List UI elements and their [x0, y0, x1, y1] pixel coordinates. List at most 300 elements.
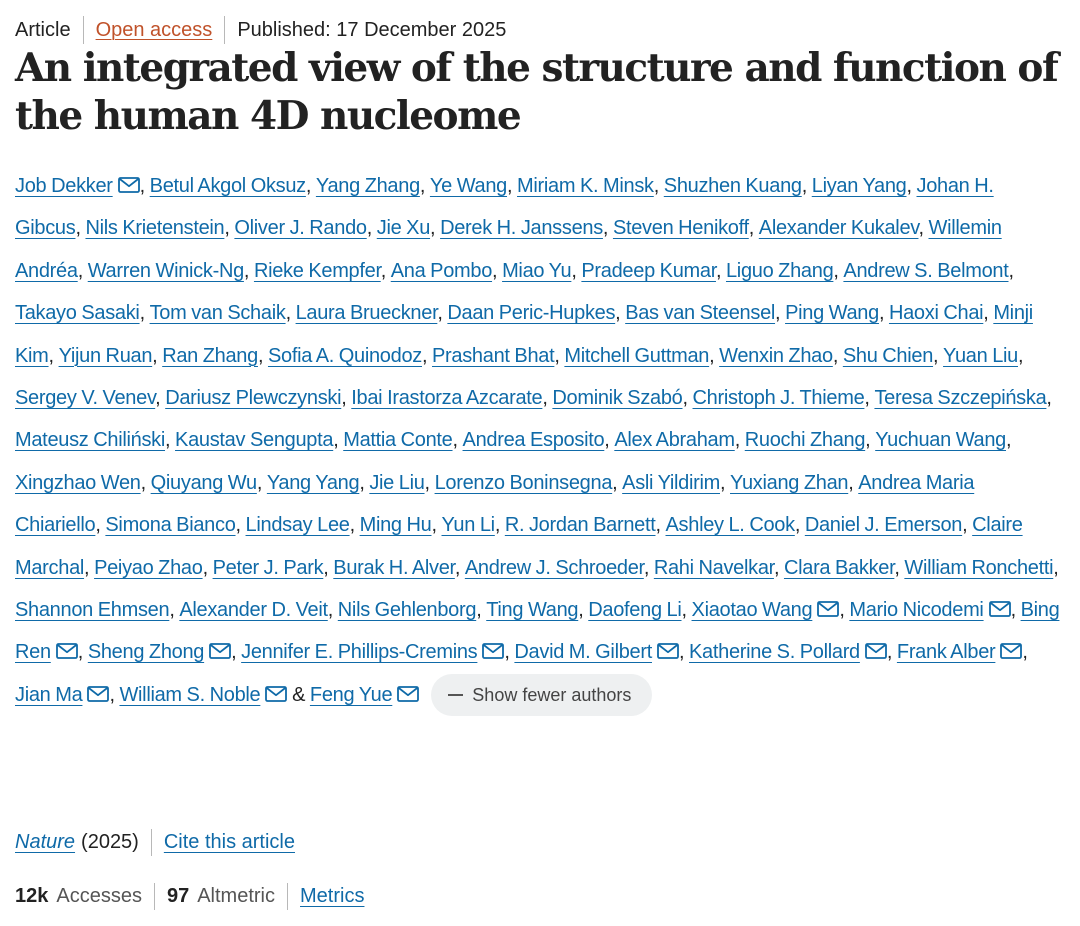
open-access-link[interactable]: Open access — [95, 18, 213, 41]
author-item — [517, 175, 664, 197]
author-item — [15, 429, 175, 451]
author-separator: , — [333, 429, 344, 452]
author-item — [213, 557, 334, 579]
author-separator: , — [612, 471, 623, 494]
author-item — [897, 641, 1028, 663]
author-item — [369, 472, 434, 494]
author-link[interactable]: Mattia Conte — [343, 429, 453, 452]
author-separator: , — [494, 514, 505, 537]
author-item — [784, 557, 904, 579]
author-separator: , — [285, 302, 296, 325]
author-item — [246, 514, 360, 536]
author-link[interactable]: Simona Bianco — [105, 514, 236, 537]
author-item — [693, 387, 875, 409]
author-item — [234, 217, 376, 239]
author-item — [88, 260, 254, 282]
author-link[interactable]: Daniel J. Emerson — [804, 514, 963, 537]
author-item — [310, 684, 419, 706]
author-separator: , — [1010, 599, 1021, 622]
author-item — [338, 599, 486, 621]
author-link[interactable]: Derek H. Janssens — [440, 217, 603, 240]
author-item — [625, 302, 785, 324]
author-item — [85, 217, 234, 239]
author-separator: , — [682, 387, 693, 410]
author-link[interactable]: Pradeep Kumar — [581, 259, 716, 282]
author-separator: , — [48, 344, 59, 367]
author-link[interactable]: Ibai Irastorza Azcarate — [351, 387, 543, 410]
author-separator: , — [542, 387, 553, 410]
author-item — [119, 684, 309, 706]
author-separator: , — [224, 217, 235, 240]
author-item — [463, 429, 615, 451]
author-link[interactable]: Andrea Esposito — [462, 429, 605, 452]
author-link[interactable]: Jennifer E. Phillips-Cremins — [241, 641, 478, 664]
author-separator: , — [832, 344, 843, 367]
author-item — [442, 514, 505, 536]
author-separator: , — [359, 471, 370, 494]
author-item — [666, 514, 805, 536]
author-item — [360, 514, 442, 536]
author-item — [165, 387, 351, 409]
article-type: Article — [15, 18, 71, 41]
author-separator: , — [152, 344, 163, 367]
author-link[interactable]: Yang Yang — [266, 471, 360, 494]
author-link[interactable]: Ting Wang — [486, 599, 579, 622]
author-separator: , — [84, 556, 95, 579]
author-item — [435, 472, 623, 494]
author-separator: , — [794, 514, 805, 537]
author-link[interactable]: Qiuyang Wu — [150, 471, 257, 494]
author-item — [486, 599, 588, 621]
author-link[interactable]: Alexander Kukalev — [758, 217, 919, 240]
author-link[interactable]: Ming Hu — [359, 514, 432, 537]
author-link[interactable]: Bas van Steensel — [625, 302, 776, 325]
author-item — [730, 472, 858, 494]
author-link[interactable]: Liguo Zhang — [725, 259, 834, 282]
author-separator: , — [709, 344, 720, 367]
author-separator: , — [235, 514, 246, 537]
author-link[interactable]: Takayo Sasaki — [15, 302, 140, 325]
author-item — [162, 345, 268, 367]
author-separator: , — [323, 556, 334, 579]
author-separator: , — [504, 641, 515, 664]
author-link[interactable]: R. Jordan Barnett — [504, 514, 656, 537]
author-link[interactable]: Steven Henikoff — [612, 217, 749, 240]
author-item — [689, 641, 897, 663]
author-item — [15, 599, 179, 621]
accesses-count: 12k — [15, 884, 49, 907]
author-separator: , — [507, 175, 518, 197]
author-link[interactable]: Warren Winick-Ng — [87, 259, 244, 282]
author-separator: , — [571, 259, 582, 282]
mail-icon[interactable] — [397, 686, 419, 702]
author-link[interactable]: Teresa Szczepińska — [874, 387, 1047, 410]
author-item — [759, 217, 929, 239]
author-separator: , — [452, 429, 463, 452]
author-separator: , — [1008, 259, 1014, 282]
metrics-link[interactable]: Metrics — [300, 884, 365, 907]
author-item — [15, 684, 119, 706]
author-item — [785, 302, 889, 324]
show-fewer-authors-button[interactable] — [431, 674, 652, 716]
author-link[interactable]: David M. Gilbert — [514, 641, 652, 664]
author-item — [874, 387, 1051, 409]
author-link[interactable]: Peiyao Zhao — [94, 556, 203, 579]
author-link[interactable]: Rieke Kempfer — [253, 259, 381, 282]
author-separator: , — [77, 641, 88, 664]
author-item — [333, 557, 465, 579]
author-item — [889, 302, 993, 324]
mail-icon[interactable] — [989, 601, 1011, 617]
meta-divider — [224, 16, 225, 44]
author-item — [692, 599, 850, 621]
author-separator: , — [231, 641, 242, 664]
author-link[interactable]: Feng Yue — [309, 683, 393, 706]
author-link[interactable]: Andrew J. Schroeder — [464, 556, 644, 579]
author-link[interactable]: Xiaotao Wang — [691, 599, 813, 622]
author-link[interactable]: Miao Yu — [502, 259, 572, 282]
author-item — [316, 175, 430, 197]
author-link[interactable]: Clara Bakker — [783, 556, 895, 579]
author-separator: , — [366, 217, 377, 240]
author-separator: , — [615, 302, 626, 325]
author-link[interactable]: Tom van Schaik — [149, 302, 286, 325]
author-link[interactable]: Oliver J. Rando — [234, 217, 367, 240]
author-link[interactable]: Yijun Ruan — [58, 344, 153, 367]
minus-icon — [448, 694, 463, 696]
author-item — [440, 217, 613, 239]
author-link[interactable]: Yang Zhang — [315, 175, 420, 197]
article-meta — [15, 14, 506, 46]
mail-icon[interactable] — [56, 643, 78, 659]
author-separator: , — [775, 302, 786, 325]
author-separator: , — [604, 429, 615, 452]
author-list — [15, 165, 1063, 717]
author-separator: , — [678, 641, 689, 664]
author-separator: , — [773, 556, 784, 579]
altmetric-count: 97 — [166, 884, 190, 907]
author-link[interactable]: Liyan Yang — [811, 175, 907, 197]
author-separator: , — [886, 641, 897, 664]
author-separator: , — [257, 344, 268, 367]
author-link[interactable]: Yuan Liu — [943, 344, 1018, 367]
author-separator: , — [165, 429, 176, 452]
author-separator: , — [419, 175, 430, 197]
author-link[interactable]: Peter J. Park — [212, 556, 324, 579]
author-separator: , — [554, 344, 565, 367]
author-separator: , — [437, 302, 448, 325]
author-link[interactable]: Mario Nicodemi — [849, 599, 984, 622]
author-separator: , — [681, 599, 692, 622]
author-link[interactable]: Daofeng Li — [588, 599, 682, 622]
author-link[interactable]: Ana Pombo — [390, 259, 493, 282]
author-separator: , — [878, 302, 889, 325]
author-link[interactable]: Yuxiang Zhan — [730, 471, 849, 494]
author-link[interactable]: Willemin Andréa — [15, 217, 1002, 282]
author-link[interactable]: Miriam K. Minsk — [517, 175, 654, 197]
published-date: Published: 17 December 2025 — [237, 18, 507, 41]
author-item — [343, 429, 462, 451]
author-link[interactable]: Dariusz Plewczynski — [165, 387, 342, 410]
author-item — [812, 175, 917, 197]
publication-year: (2025) — [81, 830, 139, 853]
author-separator: , — [839, 599, 850, 622]
cite-article-link[interactable]: Cite this article — [163, 830, 295, 853]
author-link[interactable]: Sheng Zhong — [87, 641, 205, 664]
metrics-divider — [154, 883, 155, 910]
author-item — [745, 429, 875, 451]
author-separator: , — [865, 429, 876, 452]
article-metrics — [15, 880, 364, 912]
author-item — [726, 260, 843, 282]
author-separator: , — [918, 217, 929, 240]
author-item — [875, 429, 1011, 451]
author-separator: , — [833, 259, 844, 282]
author-link[interactable]: Sergey V. Venev — [15, 387, 156, 410]
author-separator: , — [327, 599, 338, 622]
author-separator: , — [715, 259, 726, 282]
mail-icon[interactable] — [817, 601, 839, 617]
mail-icon[interactable] — [657, 643, 679, 659]
author-separator: , — [1053, 556, 1059, 579]
author-item — [843, 345, 943, 367]
author-link[interactable]: Ye Wang — [429, 175, 508, 197]
author-link[interactable]: Burak H. Alver — [333, 556, 455, 579]
author-item — [849, 599, 1020, 621]
author-separator: , — [906, 175, 917, 197]
author-item — [581, 260, 726, 282]
author-link[interactable]: Christoph J. Thieme — [692, 387, 865, 410]
author-item — [391, 260, 502, 282]
author-separator: , — [801, 175, 812, 197]
author-item — [15, 472, 151, 494]
author-item — [254, 260, 391, 282]
author-item — [267, 472, 369, 494]
author-item — [175, 429, 343, 451]
author-link[interactable]: William S. Noble — [119, 683, 261, 706]
author-link[interactable]: Kaustav Sengupta — [175, 429, 334, 452]
author-separator: , — [430, 217, 441, 240]
author-separator: , — [602, 217, 613, 240]
mail-icon[interactable] — [87, 686, 109, 702]
author-item — [654, 557, 784, 579]
author-item — [15, 175, 150, 197]
author-link[interactable]: Dominik Szabó — [552, 387, 683, 410]
show-fewer-item — [419, 684, 652, 706]
author-item — [105, 514, 245, 536]
author-item — [432, 345, 564, 367]
author-link[interactable]: Daan Peric-Hupkes — [447, 302, 616, 325]
author-link[interactable]: Frank Alber — [896, 641, 996, 664]
author-link[interactable]: Alex Abraham — [614, 429, 735, 452]
author-link[interactable]: Mitchell Guttman — [564, 344, 710, 367]
author-separator: , — [578, 599, 589, 622]
author-link[interactable]: Ping Wang — [785, 302, 879, 325]
author-item — [805, 514, 972, 536]
mail-icon[interactable] — [265, 686, 287, 702]
mail-icon[interactable] — [209, 643, 231, 659]
author-link[interactable]: Andrea Maria Chiariello — [15, 471, 975, 537]
author-separator: , — [848, 471, 859, 494]
author-link[interactable]: William Ronchetti — [904, 556, 1054, 579]
author-link[interactable]: Lindsay Lee — [245, 514, 350, 537]
author-separator: , — [424, 471, 435, 494]
mail-icon[interactable] — [865, 643, 887, 659]
author-separator: , — [95, 514, 106, 537]
author-link[interactable]: Jie Xu — [376, 217, 431, 240]
author-separator: , — [421, 344, 432, 367]
author-item — [430, 175, 517, 197]
author-item — [351, 387, 552, 409]
author-item — [15, 387, 165, 409]
author-link[interactable]: Yun Li — [441, 514, 495, 537]
author-separator: , — [720, 471, 731, 494]
author-link[interactable]: Mateusz Chiliński — [15, 429, 166, 452]
author-separator: , — [139, 302, 150, 325]
author-separator: , — [169, 599, 180, 622]
author-link[interactable]: Rahi Navelkar — [653, 556, 774, 579]
author-separator: , — [431, 514, 442, 537]
author-separator: , — [983, 302, 994, 325]
author-separator: , — [1046, 387, 1052, 410]
author-item — [150, 302, 296, 324]
author-item — [465, 557, 654, 579]
author-separator: , — [256, 471, 267, 494]
mail-icon[interactable] — [1000, 643, 1022, 659]
author-link[interactable]: Prashant Bhat — [432, 344, 555, 367]
author-separator: , — [139, 175, 150, 197]
author-separator: & — [287, 683, 310, 706]
author-link[interactable]: Bing Ren — [15, 599, 1060, 664]
author-separator: , — [492, 259, 503, 282]
author-separator: , — [653, 175, 664, 197]
author-separator: , — [75, 217, 86, 240]
show-fewer-label: Show fewer authors — [472, 684, 632, 705]
author-separator: , — [140, 471, 151, 494]
author-item — [241, 641, 514, 663]
author-item — [502, 260, 581, 282]
author-link[interactable]: Asli Yildirim — [622, 471, 720, 494]
author-item — [719, 345, 843, 367]
author-item — [904, 557, 1058, 579]
author-link[interactable]: Claire Marchal — [15, 514, 1023, 579]
author-link[interactable]: Minji Kim — [15, 302, 1033, 367]
citation-divider — [151, 829, 152, 856]
author-link[interactable]: Shannon Ehmsen — [15, 599, 170, 622]
author-link[interactable]: Alexander D. Veit — [179, 599, 328, 622]
author-link[interactable]: Katherine S. Pollard — [689, 641, 860, 664]
author-separator: , — [894, 556, 905, 579]
author-link[interactable]: Jian Ma — [15, 683, 83, 706]
author-separator: , — [155, 387, 166, 410]
author-item — [94, 557, 213, 579]
author-link[interactable]: Xingzhao Wen — [15, 471, 141, 494]
meta-divider — [83, 16, 84, 44]
author-item — [552, 387, 692, 409]
author-separator: , — [1018, 344, 1024, 367]
author-separator: , — [202, 556, 213, 579]
accesses-label: Accesses — [56, 884, 142, 907]
author-item — [614, 429, 744, 451]
journal-link[interactable]: Nature — [15, 830, 76, 853]
author-item — [296, 302, 448, 324]
author-separator: , — [243, 259, 254, 282]
citation-line — [15, 826, 295, 858]
author-link[interactable]: Sofia A. Quinodoz — [267, 344, 422, 367]
author-separator: , — [305, 175, 316, 197]
author-item — [943, 345, 1023, 367]
altmetric-label: Altmetric — [197, 884, 276, 907]
author-link[interactable]: Shu Chien — [842, 344, 934, 367]
author-item — [505, 514, 666, 536]
author-link[interactable]: Nils Gehlenborg — [337, 599, 477, 622]
author-link[interactable]: Shuzhen Kuang — [663, 175, 802, 197]
metrics-divider — [287, 883, 288, 910]
author-item — [622, 472, 730, 494]
author-item — [613, 217, 759, 239]
author-item — [377, 217, 440, 239]
author-item — [843, 260, 1013, 282]
author-link[interactable]: Jie Liu — [369, 471, 425, 494]
author-separator: , — [77, 259, 88, 282]
author-item — [447, 302, 625, 324]
author-item — [88, 641, 241, 663]
mail-icon[interactable] — [118, 177, 140, 193]
author-separator: , — [380, 259, 391, 282]
author-separator: , — [734, 429, 745, 452]
author-item — [59, 345, 163, 367]
author-separator: , — [748, 217, 759, 240]
author-item — [514, 641, 689, 663]
author-item — [268, 345, 432, 367]
author-separator: , — [962, 514, 973, 537]
author-separator: , — [476, 599, 487, 622]
author-separator: , — [864, 387, 875, 410]
author-item — [179, 599, 337, 621]
author-separator: , — [1006, 429, 1012, 452]
author-item — [664, 175, 812, 197]
author-link[interactable]: Job Dekker — [15, 175, 113, 197]
author-link[interactable]: Laura Brueckner — [295, 302, 438, 325]
author-separator: , — [109, 683, 120, 706]
author-item — [588, 599, 691, 621]
author-separator: , — [643, 556, 654, 579]
author-link[interactable]: Andrew S. Belmont — [843, 259, 1009, 282]
author-link[interactable]: Johan H. Gibcus — [15, 175, 994, 240]
author-separator: , — [655, 514, 666, 537]
author-link[interactable]: Lorenzo Boninsegna — [434, 471, 613, 494]
author-link[interactable]: Betul Akgol Oksuz — [149, 175, 306, 197]
author-link[interactable]: Ashley L. Cook — [665, 514, 795, 537]
mail-icon[interactable] — [482, 643, 504, 659]
author-link[interactable]: Wenxin Zhao — [719, 344, 833, 367]
author-separator: , — [1022, 641, 1028, 664]
author-separator: , — [341, 387, 352, 410]
author-link[interactable]: Nils Krietenstein — [85, 217, 225, 240]
author-item — [564, 345, 719, 367]
author-link[interactable]: Ruochi Zhang — [744, 429, 866, 452]
author-link[interactable]: Ran Zhang — [162, 344, 258, 367]
article-title: An integrated view of the structure and function of the human 4D nucleome — [15, 45, 1058, 139]
author-link[interactable]: Yuchuan Wang — [875, 429, 1006, 452]
author-separator: , — [454, 556, 465, 579]
author-item — [151, 472, 267, 494]
author-item — [15, 302, 150, 324]
author-separator: , — [933, 344, 944, 367]
author-separator: , — [349, 514, 360, 537]
author-link[interactable]: Haoxi Chai — [888, 302, 984, 325]
author-item — [150, 175, 316, 197]
